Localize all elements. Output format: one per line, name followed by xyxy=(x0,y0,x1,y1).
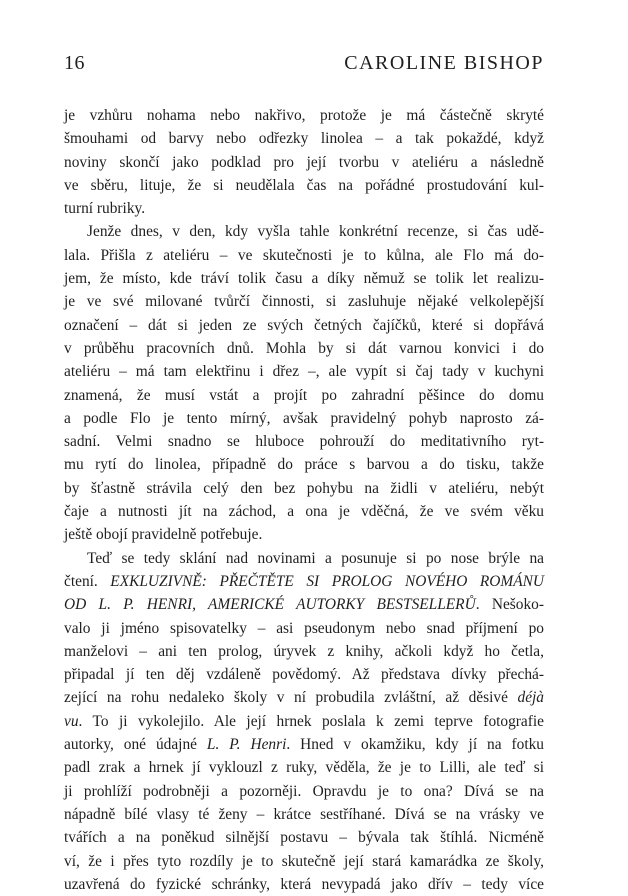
text-lines xyxy=(64,104,544,896)
text-line: ji prohlíží podrobněji a pozorněji. Opravdu je to ona? Dívá se na xyxy=(64,782,544,800)
text-line: lala. Přišla z ateliéru – ve skutečnosti je to kůlna, ale Flo má do- xyxy=(64,246,544,264)
text-line: ví, že i přes tyto rozdíly je to skutečně její stará kamarádka ze školy, xyxy=(64,852,544,870)
text-line: je vzhůru nohama nebo nakřivo, protože je má částečně skryté xyxy=(64,107,544,124)
text-line: padl zrak a hrnek jí vyklouzl z ruky, věděla, že je to Lilli, ale teď si xyxy=(64,759,544,777)
text-line: v průběhu pracovních dnů. Mohla by si dát varnou konvici i do xyxy=(64,339,544,357)
running-head: CAROLINE BISHOP xyxy=(344,52,544,74)
text-line: vu. To ji vykolejilo. Ale její hrnek poslala k zemi teprve fotografie xyxy=(64,712,544,730)
text-line: označení – dát si jeden ze svých četných čajíčků, které si dopřává xyxy=(64,316,544,334)
text-line: zející na rohu nedaleko školy v ní probudila zvláštní, až děsivé déjà xyxy=(64,689,544,707)
text-line: šmouhami od barvy nebo odřezky linolea – a tak pokaždé, když xyxy=(64,130,544,148)
text-line: jem, že místo, kde tráví tolik času a díky němuž se tolik let realizu- xyxy=(64,270,544,288)
text-line: je ve své milované tvůrčí činnosti, si zasluhuje nějaké velkolepější xyxy=(64,293,544,311)
text-line: OD L. P. HENRI, AMERICKÉ AUTORKY BESTSELLERŮ. Nešoko- xyxy=(64,596,544,614)
text-line: valo ji jméno spisovatelky – asi pseudonym nebo snad příjmení po xyxy=(64,619,544,637)
text-line: noviny skončí jako podklad pro její tvorbu v ateliéru a následně xyxy=(64,153,544,171)
text-line: nápadně bílé vlasy té ženy – krátce sestříhané. Dívá se na vrásky ve xyxy=(64,805,544,823)
text-line: Jenže dnes, v den, kdy vyšla tahle konkrétní recenze, si čas udě- xyxy=(87,223,544,241)
text-line: mu rytí do linolea, případně do práce s barvou a do tisku, takže xyxy=(64,456,544,474)
text-line: uzavřená do fyzické schránky, která nevypadá jako dřív – tedy více xyxy=(64,875,544,893)
text-line: tvářích a na poněkud silnější postavu – bývala tak štíhlá. Nicméně xyxy=(64,829,544,847)
text-line: ještě obojí pravidelně potřebuje. xyxy=(64,526,263,544)
page-header xyxy=(64,52,544,82)
text-line: ateliéru – má tam elektřinu i dřez –, ale vypít si čaj tady v kuchyni xyxy=(64,363,544,381)
text-line: připadal jí ten děj vzdáleně povědomý. Až představa dívky přechá- xyxy=(64,666,544,684)
text-line: znamená, že musí vstát a projít po zahradní pěšince do domu xyxy=(64,386,544,404)
text-line: Teď se tedy sklání nad novinami a posunuje si po nose brýle na xyxy=(87,549,544,567)
text-line: sadní. Velmi snadno se hluboce pohrouží do meditativního ryt- xyxy=(64,433,544,451)
text-line: manželovi – ani ten prolog, úryvek z knihy, ačkoli když ho četla, xyxy=(64,642,544,660)
text-line: čtení. EXKLUZIVNĚ: PŘEČTĚTE SI PROLOG NOVÉHO ROMÁNU xyxy=(64,572,544,590)
text-line: by šťastně strávila celý den bez pohybu na židli v ateliéru, nebýt xyxy=(64,479,544,497)
text-line: čaje a nutnosti jít na záchod, a ona je vděčná, že ve svém věku xyxy=(64,503,544,521)
text-line: ve sběru, lituje, že si neudělala čas na pořádné prostudování kul- xyxy=(64,176,544,194)
text-line: turní rubriky. xyxy=(64,200,146,218)
text-line: a podle Flo je tento mírný, avšak pravidelný pohyb naprosto zá- xyxy=(64,409,544,427)
body-text xyxy=(64,104,544,896)
text-line: autorky, oné údajné L. P. Henri. Hned v okamžiku, kdy jí na fotku xyxy=(64,736,544,754)
page-number: 16 xyxy=(64,52,85,74)
